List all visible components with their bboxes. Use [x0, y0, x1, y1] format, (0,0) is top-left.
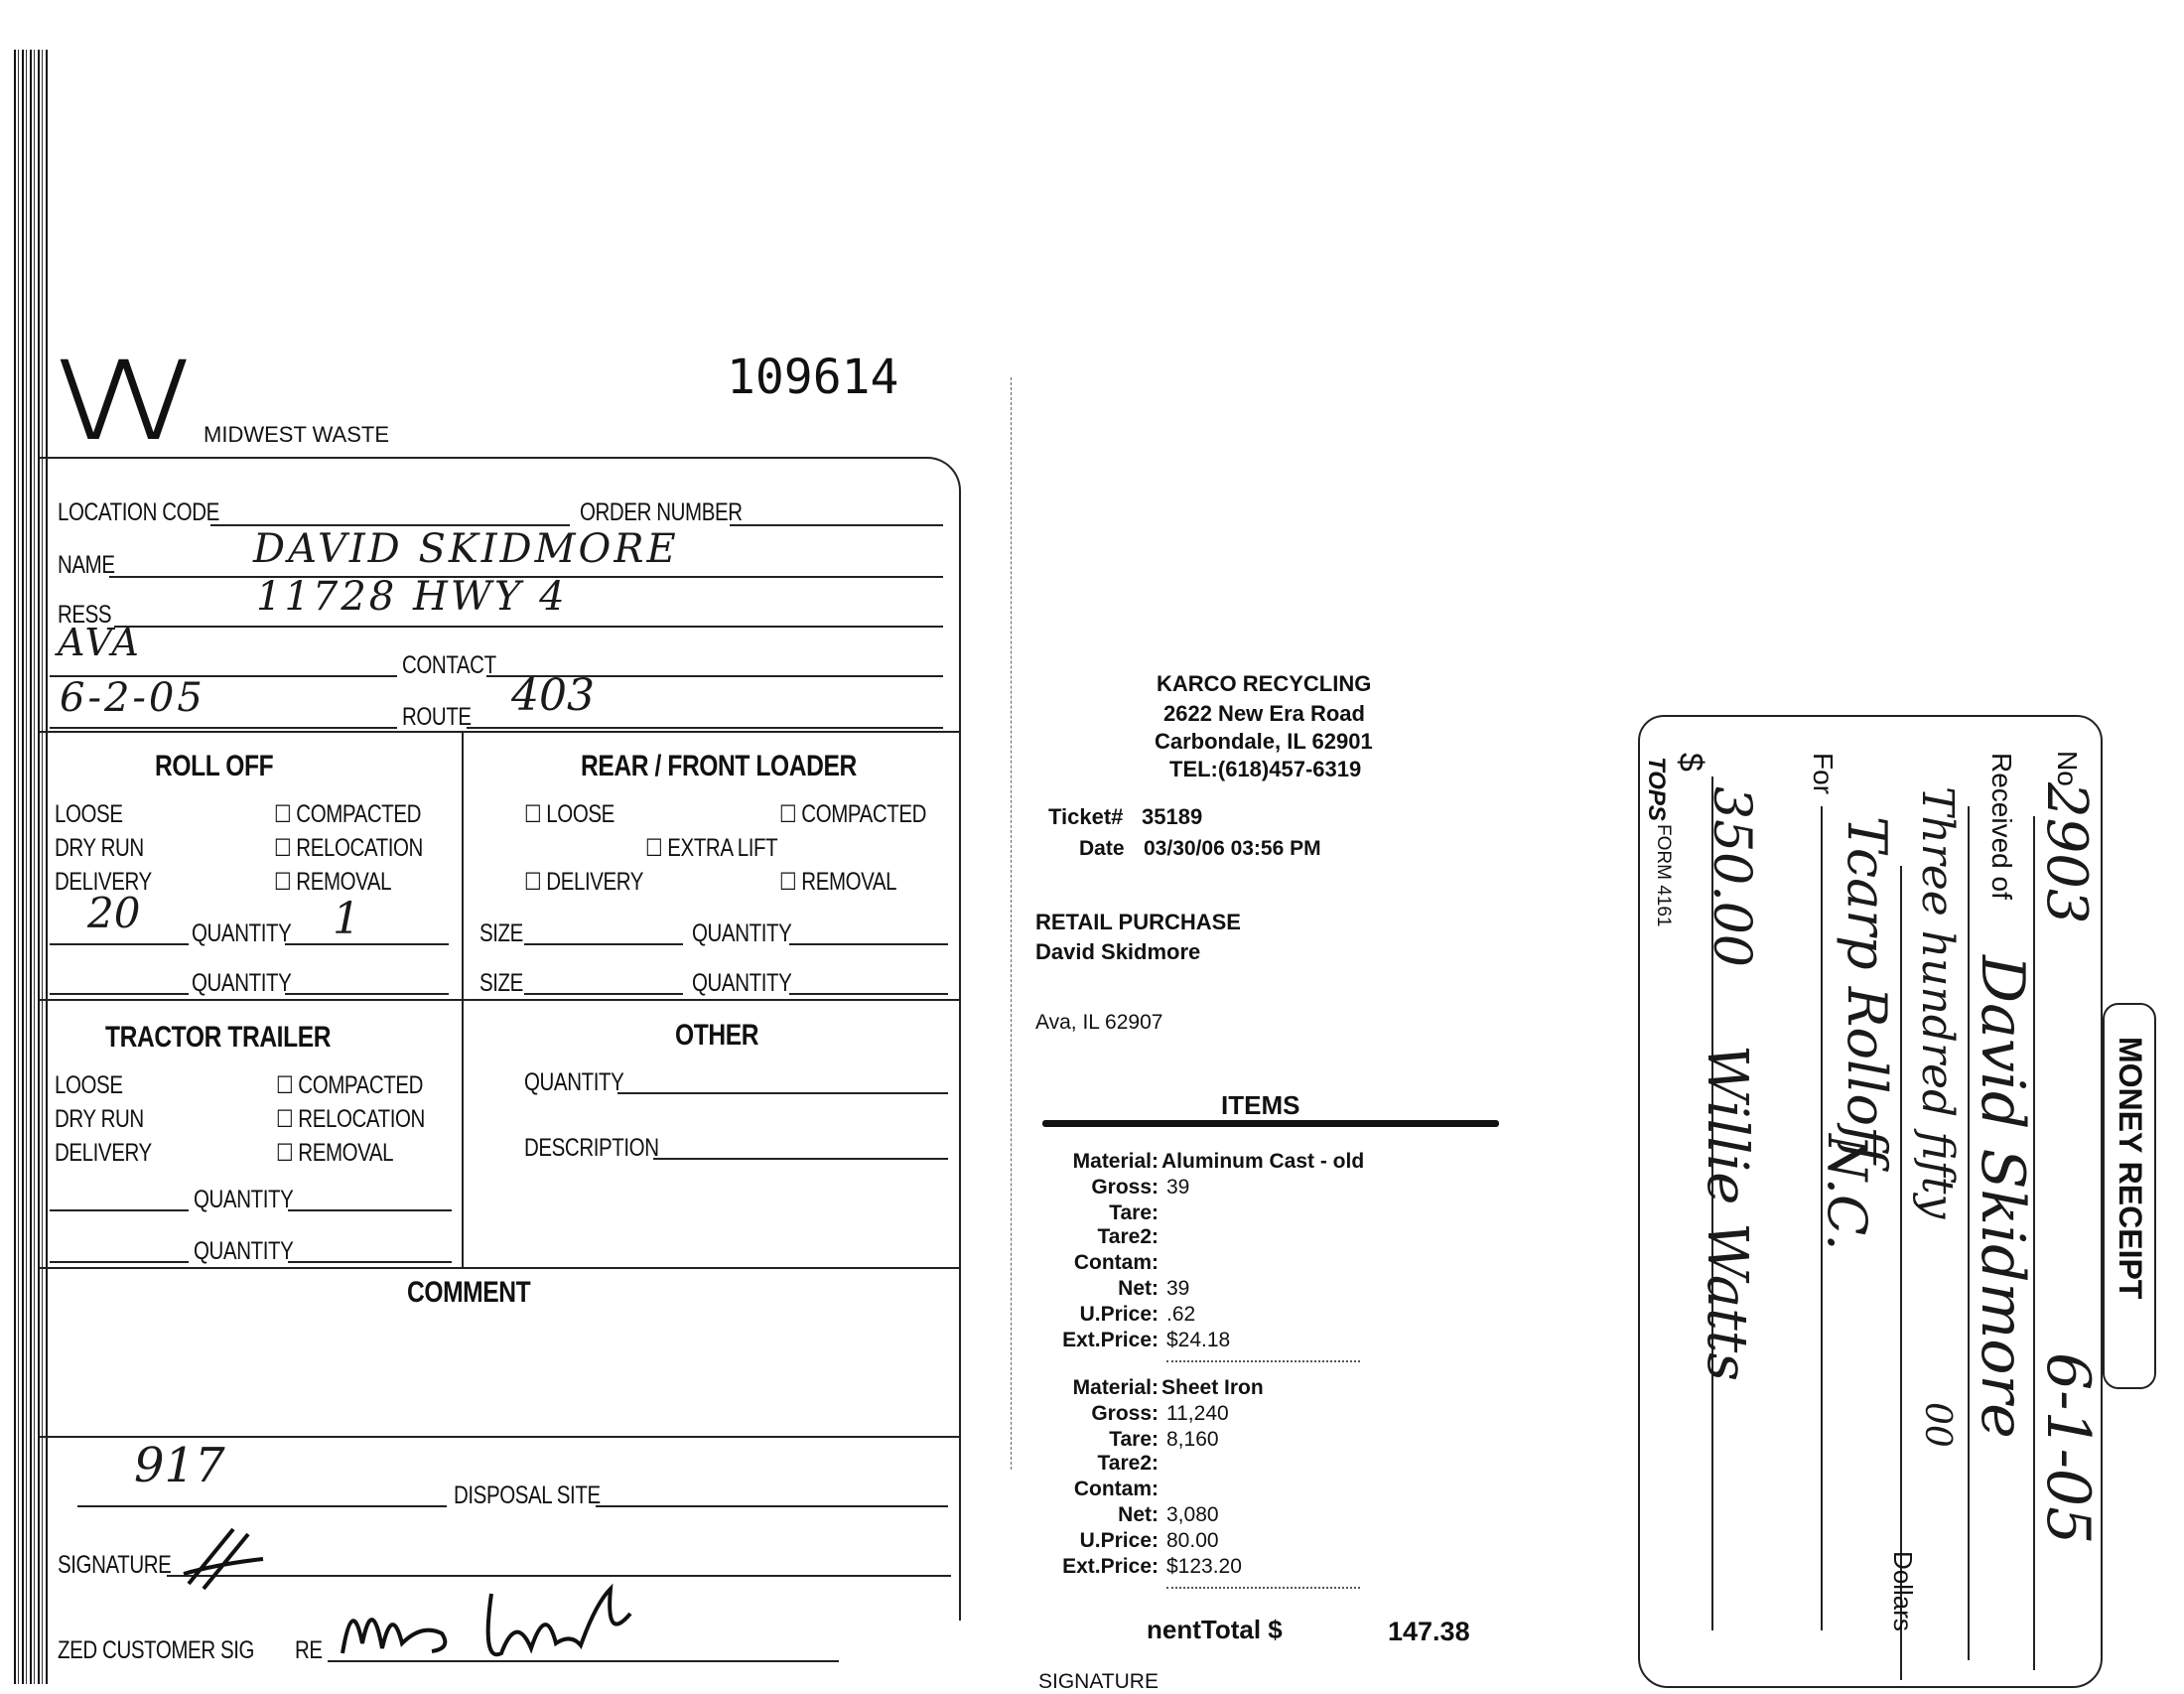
- roll-off-loose[interactable]: LOOSE: [55, 800, 123, 828]
- items-title: ITEMS: [1221, 1090, 1300, 1120]
- signature-label: SIGNATURE: [58, 1551, 172, 1579]
- customer-city: Ava, IL 62907: [1035, 1011, 1163, 1034]
- item-1-contam-label: Contam:: [1073, 1251, 1159, 1274]
- contact-label: CONTACT: [402, 651, 496, 679]
- item-2-gross-label: Gross:: [1091, 1402, 1159, 1425]
- tractor-trailer-title: TRACTOR TRAILER: [105, 1021, 332, 1054]
- item-1-uprice: .62: [1166, 1303, 1196, 1326]
- paid-note-handwritten: N.C.: [1816, 1134, 1878, 1251]
- value-917-handwritten: 917: [134, 1438, 225, 1493]
- receipt-no-label: No: [2052, 751, 2083, 786]
- item-1-net: 39: [1166, 1277, 1190, 1300]
- roll-off-quantity-handwritten: 1: [333, 894, 360, 944]
- company-name: MIDWEST WASTE: [204, 422, 389, 447]
- rear-quantity-label-2: QUANTITY: [692, 969, 792, 997]
- item-1-extprice-label: Ext.Price:: [1062, 1329, 1159, 1351]
- rear-delivery-checkbox[interactable]: ☐ DELIVERY: [524, 868, 643, 897]
- receipt-no-handwritten: 2903: [2034, 782, 2099, 924]
- roll-off-removal-checkbox[interactable]: ☐ REMOVAL: [274, 868, 391, 897]
- tractor-dry-run[interactable]: DRY RUN: [55, 1105, 144, 1133]
- amount-value-handwritten: 350.00: [1702, 786, 1761, 967]
- route-handwritten: 403: [511, 670, 595, 721]
- tractor-loose[interactable]: LOOSE: [55, 1071, 123, 1099]
- money-receipt: [1638, 715, 2103, 1688]
- rear-size-label: SIZE: [479, 919, 523, 947]
- roll-off-dry-run[interactable]: DRY RUN: [55, 834, 144, 862]
- other-quantity-label: QUANTITY: [524, 1068, 624, 1096]
- rear-loose-checkbox[interactable]: ☐ LOOSE: [524, 800, 614, 829]
- item-2-gross: 11,240: [1166, 1402, 1229, 1425]
- address-label: RESS: [58, 601, 112, 629]
- item-1-uprice-label: U.Price:: [1079, 1303, 1159, 1326]
- rear-front-loader-title: REAR / FRONT LOADER: [581, 750, 857, 782]
- item-1-net-label: Net:: [1118, 1277, 1159, 1300]
- tractor-compacted-checkbox[interactable]: ☐ COMPACTED: [276, 1071, 423, 1100]
- signed-by-handwritten: Willie Watts: [1695, 1045, 1759, 1381]
- roll-off-relocation-checkbox[interactable]: ☐ RELOCATION: [274, 834, 423, 863]
- item-2-contam-label: Contam:: [1073, 1478, 1159, 1500]
- item-2-tare-label: Tare:: [1109, 1428, 1159, 1451]
- comment-title: COMMENT: [407, 1276, 531, 1309]
- item-1-gross: 39: [1166, 1176, 1190, 1199]
- item-2-uprice-label: U.Price:: [1079, 1529, 1159, 1552]
- receipt-date-handwritten: 6-1-05: [2033, 1352, 2103, 1545]
- tractor-removal-checkbox[interactable]: ☐ REMOVAL: [276, 1139, 393, 1168]
- item-1-gross-label: Gross:: [1091, 1176, 1159, 1199]
- karco-address-1: 2622 New Era Road: [1163, 701, 1365, 726]
- disposal-site-label: DISPOSAL SITE: [454, 1482, 601, 1509]
- for-value-handwritten: Tcarp Rolloff: [1836, 816, 1898, 1165]
- rear-size-label-2: SIZE: [479, 969, 523, 997]
- item-2-material: Sheet Iron: [1161, 1376, 1264, 1399]
- driver-signature: [179, 1519, 268, 1599]
- tops-label: TOPS: [1643, 757, 1670, 821]
- location-code-label: LOCATION CODE: [58, 498, 219, 526]
- total-label: nentTotal $: [1147, 1615, 1283, 1644]
- money-receipt-title: MONEY RECEIPT: [2113, 1037, 2148, 1300]
- customer-signature: [333, 1574, 650, 1683]
- roll-off-quantity-label: QUANTITY: [192, 919, 292, 947]
- customer-name-handwritten: DAVID SKIDMORE: [253, 526, 679, 572]
- ticket-label: Ticket#: [1048, 804, 1124, 829]
- date-label: Date: [1079, 837, 1125, 860]
- tractor-delivery[interactable]: DELIVERY: [55, 1139, 152, 1167]
- date-value: 03/30/06 03:56 PM: [1144, 837, 1321, 860]
- roll-off-title: ROLL OFF: [155, 750, 274, 782]
- other-title: OTHER: [675, 1019, 759, 1052]
- roll-off-quantity-label-2: QUANTITY: [192, 969, 292, 997]
- rear-compacted-checkbox[interactable]: ☐ COMPACTED: [779, 800, 926, 829]
- karco-address-2: Carbondale, IL 62901: [1155, 729, 1373, 754]
- item-2-tare: 8,160: [1166, 1428, 1219, 1451]
- roll-off-delivery[interactable]: DELIVERY: [55, 868, 152, 896]
- item-2-extprice: $123.20: [1166, 1555, 1242, 1578]
- tractor-quantity-label: QUANTITY: [194, 1186, 294, 1213]
- ticket-number: 109614: [727, 350, 899, 405]
- received-of-label: Received of: [1986, 753, 2017, 900]
- item-1-extprice: $24.18: [1166, 1329, 1231, 1351]
- address-handwritten: 11728 HWY 4: [256, 574, 568, 620]
- dollars-label: Dollars: [1888, 1551, 1918, 1631]
- received-of-handwritten: David Skidmore: [1968, 955, 2037, 1439]
- karco-phone: TEL:(618)457-6319: [1169, 757, 1362, 781]
- purchase-type: RETAIL PURCHASE: [1035, 910, 1241, 934]
- amount-symbol: $: [1672, 753, 1709, 772]
- cents-handwritten: 00: [1917, 1402, 1958, 1448]
- route-label: ROUTE: [402, 703, 472, 731]
- signature-label-karco: SIGNATURE: [1038, 1670, 1159, 1693]
- city-handwritten: AVA: [58, 621, 141, 664]
- item-1-material-label: Material:: [1072, 1150, 1159, 1173]
- roll-off-compacted-checkbox[interactable]: ☐ COMPACTED: [274, 800, 421, 829]
- form-number-label: FORM 4161: [1653, 824, 1674, 927]
- customer-name: David Skidmore: [1035, 939, 1201, 964]
- item-2-uprice: 80.00: [1166, 1529, 1219, 1552]
- item-2-extprice-label: Ext.Price:: [1062, 1555, 1159, 1578]
- ticket-value: 35189: [1142, 804, 1203, 829]
- item-2-net: 3,080: [1166, 1503, 1219, 1526]
- karco-name: KARCO RECYCLING: [1157, 671, 1372, 696]
- rear-removal-checkbox[interactable]: ☐ REMOVAL: [779, 868, 896, 897]
- item-1-material: Aluminum Cast - old: [1161, 1150, 1365, 1173]
- item-2-material-label: Material:: [1072, 1376, 1159, 1399]
- customer-signature-label-2: RE: [295, 1636, 323, 1664]
- item-2-net-label: Net:: [1118, 1503, 1159, 1526]
- other-description-label: DESCRIPTION: [524, 1134, 659, 1162]
- rear-extra-lift-checkbox[interactable]: ☐ EXTRA LIFT: [645, 834, 777, 863]
- roll-off-size-handwritten: 20: [87, 889, 141, 937]
- rear-quantity-label: QUANTITY: [692, 919, 792, 947]
- item-1-tare2-label: Tare2:: [1097, 1225, 1159, 1248]
- name-label: NAME: [58, 551, 115, 579]
- date-handwritten: 6-2-05: [60, 675, 205, 721]
- order-number-label: ORDER NUMBER: [580, 498, 743, 526]
- total-value: 147.38: [1388, 1617, 1470, 1646]
- items-rule: [1042, 1120, 1499, 1127]
- customer-signature-label: ZED CUSTOMER SIG: [58, 1636, 255, 1664]
- item-2-tare2-label: Tare2:: [1097, 1452, 1159, 1475]
- money-receipt-tab: [2103, 1003, 2156, 1389]
- for-label: For: [1808, 753, 1839, 794]
- tractor-quantity-label-2: QUANTITY: [194, 1237, 294, 1265]
- tractor-relocation-checkbox[interactable]: ☐ RELOCATION: [276, 1105, 425, 1134]
- item-1-tare-label: Tare:: [1109, 1201, 1159, 1224]
- amount-words-handwritten: Three hundred fifty: [1912, 786, 1963, 1219]
- midwest-logo: W: [50, 338, 202, 465]
